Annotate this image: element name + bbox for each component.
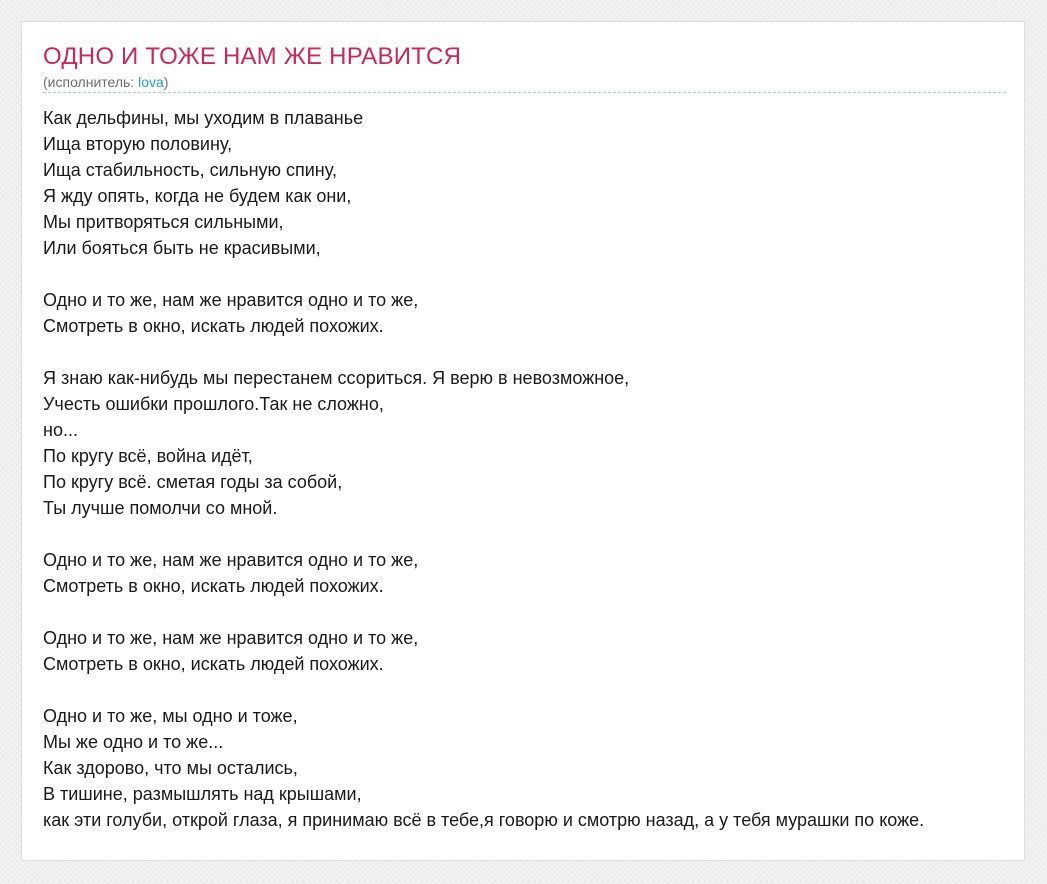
artist-suffix: ): [163, 74, 169, 90]
stanza: [43, 625, 1025, 677]
artist-prefix: (исполнитель:: [43, 74, 139, 90]
lyric-line: Смотреть в окно, искать людей похожих.: [43, 654, 384, 674]
lyric-line: Ища стабильность, сильную спину,: [43, 160, 337, 180]
lyric-line: Смотреть в окно, искать людей похожих.: [43, 316, 384, 336]
lyric-line: Одно и то же, нам же нравится одно и то же,: [43, 290, 419, 310]
lyric-line: Ты лучше помолчи со мной.: [43, 498, 278, 518]
lyric-line: Одно и то же, нам же нравится одно и то же,: [43, 628, 419, 648]
lyric-line: Одно и то же, нам же нравится одно и то же,: [43, 550, 419, 570]
lyrics-body: [43, 105, 1025, 859]
lyric-line: Как здорово, что мы остались,: [43, 758, 298, 778]
lyrics-card: [21, 21, 1025, 861]
lyric-line: Одно и то же, мы одно и тоже,: [43, 706, 298, 726]
song-title: ОДНО И ТОЖЕ НАМ ЖЕ НРАВИТСЯ: [43, 43, 462, 70]
lyric-line: Мы притворяться сильными,: [43, 212, 284, 232]
stanza: [43, 547, 1025, 599]
title-divider: [43, 92, 1006, 93]
lyric-line: Как дельфины, мы уходим в плаванье: [43, 108, 364, 128]
lyric-line: В тишине, размышлять над крышами,: [43, 784, 362, 804]
stanza: [43, 703, 1025, 833]
lyric-line: Смотреть в окно, искать людей похожих.: [43, 576, 384, 596]
stanza: [43, 287, 1025, 339]
artist-link[interactable]: lova: [138, 74, 164, 90]
lyric-line: но...: [43, 420, 78, 440]
lyric-line: Учесть ошибки прошлого.Так не сложно,: [43, 394, 384, 414]
stanza: [43, 365, 1025, 521]
lyric-line: По кругу всё. сметая годы за собой,: [43, 472, 343, 492]
lyric-line: Ища вторую половину,: [43, 134, 233, 154]
lyric-line: Мы же одно и то же...: [43, 732, 224, 752]
stanza: [43, 105, 1025, 261]
lyric-line: По кругу всё, война идёт,: [43, 446, 253, 466]
lyric-line: как эти голуби, открой глаза, я принимаю всё в тебе,я говорю и смотрю назад, а у тебя мурашки по коже.: [43, 810, 925, 830]
lyric-line: Я жду опять, когда не будем как они,: [43, 186, 352, 206]
artist-credit: [43, 74, 168, 90]
lyric-line: Или бояться быть не красивыми,: [43, 238, 321, 258]
lyric-line: Я знаю как-нибудь мы перестанем ссориться. Я верю в невозможное,: [43, 368, 630, 388]
